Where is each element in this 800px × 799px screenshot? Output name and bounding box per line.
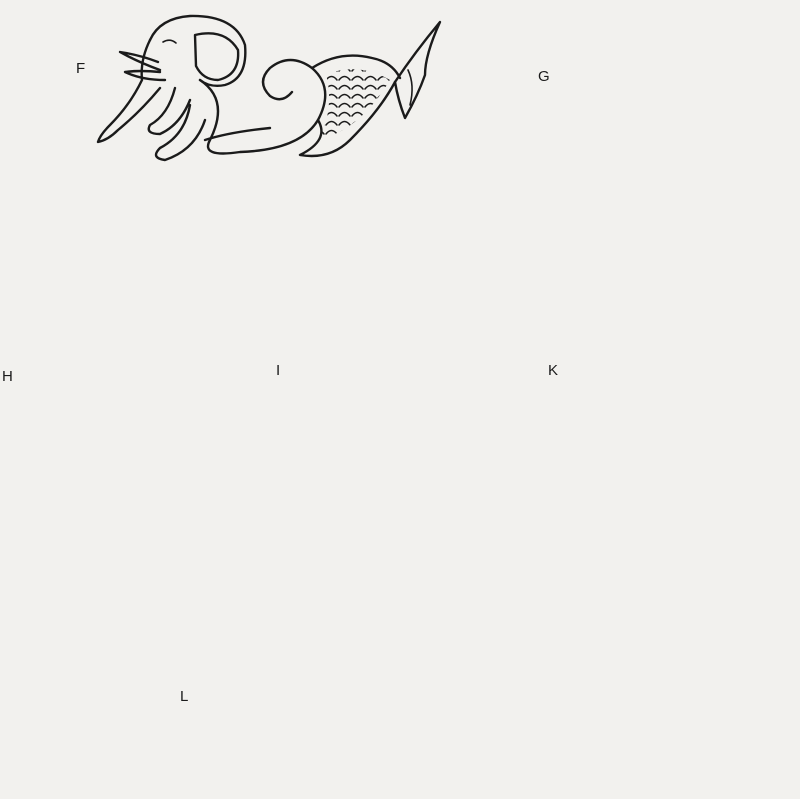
- figure-label-i: I: [276, 362, 281, 379]
- figure-label-h: H: [2, 368, 14, 385]
- figure-label-g: G: [538, 68, 551, 85]
- figure-f-drawing: [98, 16, 440, 160]
- figure-label-k: K: [548, 362, 559, 379]
- figure-label-l: L: [180, 688, 189, 705]
- figure-label-f: F: [76, 60, 86, 77]
